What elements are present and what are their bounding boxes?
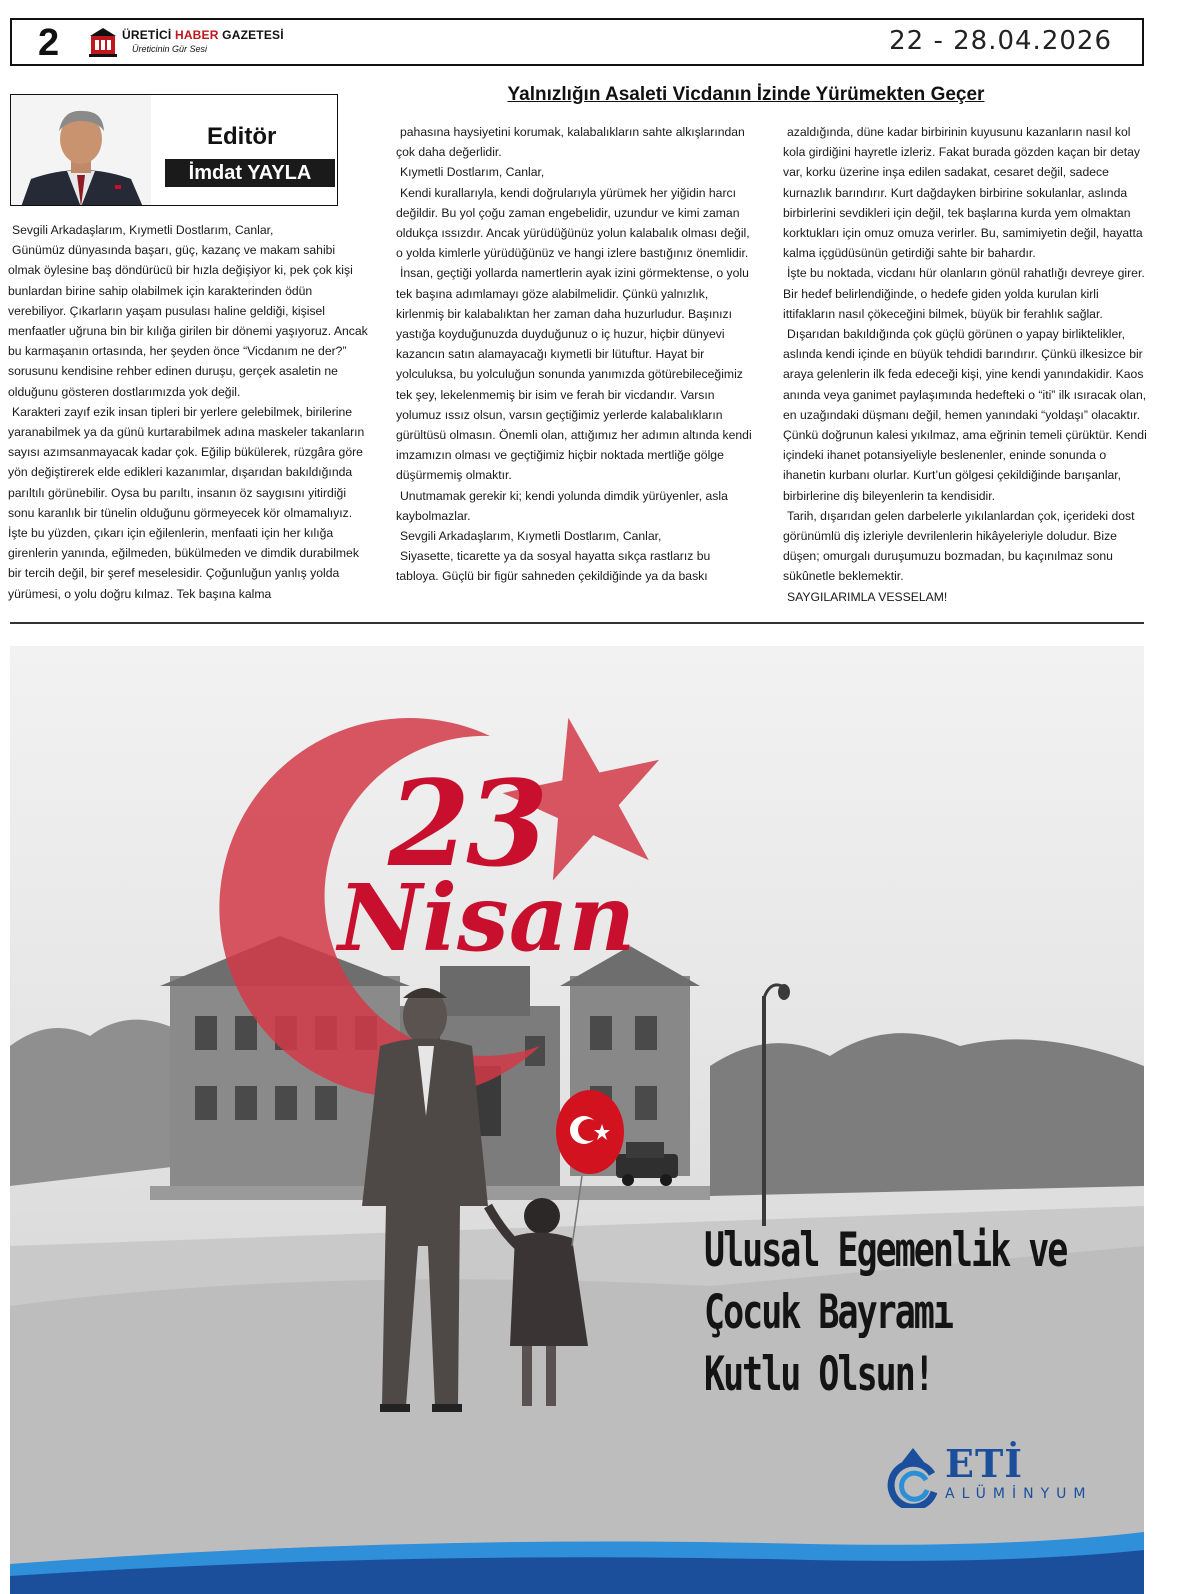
ad-message-line-2: Çocuk Bayramı (704, 1286, 952, 1340)
newspaper-logo-icon (88, 26, 118, 58)
article-column-3 (783, 122, 1148, 607)
article-paragraph: İnsan, geçtiği yollarda namertlerin ayak izini görmektense, o yolu tek başına adımlamayı göze alabilmelidir. Çünkü yalnızlık, kirlenmiş bir kalabalıktan her zaman daha huzurludur. Başınızı yastığa koyduğunuzda duyduğunuz o iç huzur, hiçbir dünyevi kazancın satın alamayacağı kıymetli bir lütuftur. Hayat bir yolculuksa, bu yolculuğun sonunda yanımızda götürebileceğimiz tek şey, lekelenmemiş bir isim ve ferah bir vicdandır. Varsın yolumuz ıssız olsun, varsın geçtiğimiz yerlerde kalabalıkların gürültüsü olmasın. Önemli olan, attığımız her adımın altında kendi imzamızın olması ve geçtiğimiz hiçbir noktada mertliğe gölge düşürmemiş olmaktır. (396, 266, 752, 483)
article-paragraph: Sevgili Arkadaşlarım, Kıymetli Dostlarım, Canlar, (400, 529, 662, 544)
article-paragraph: Sevgili Arkadaşlarım, Kıymetli Dostlarım, Canlar, (12, 223, 274, 237)
paper-name-part2: HABER (174, 28, 219, 42)
ad-message-line-3: Kutlu Olsun! (704, 1348, 933, 1402)
trees-left (10, 1020, 180, 1186)
article-paragraph: Siyasette, ticarette ya da sosyal hayatta sıkça rastlarız bu tabloya. Güçlü bir figür sahneden çekildiğinde ya da baskı (396, 549, 711, 584)
holiday-advertisement (10, 646, 1144, 1594)
author-role: Editör (207, 123, 277, 150)
article-paragraph: Günümüz dünyasında başarı, güç, kazanç ve makam sahibi olmak öylesine baş döndürücü bir hızla değişiyor ki, pek çok kişi bunlardan birine sahip olabilmek için karakterinden ödün verebiliyor. Çıkarların yaşam pusulası haline geldiği, kişisel menfaatler uğruna bin bir kılığa girilen bir dönemi yaşıyoruz. Ancak bu karmaşanın ortasında, her şeyden önce “Vicdanım ne der?” sorusunu kendisine rehber edinen duruşu, gerçek asaletin ne olduğunu gösteren dostlarımızda yok değil. (8, 243, 368, 399)
ad-month: Nisan (338, 864, 636, 972)
section-divider (10, 622, 1144, 624)
newspaper-slogan: Üreticinin Gür Sesi (132, 44, 208, 54)
author-name: İmdat YAYLA (165, 159, 335, 187)
article-column-1 (8, 220, 368, 604)
article-paragraph: Dışarıdan bakıldığında çok güçlü görünen o yapay birliktelikler, aslında kendi içinde en büyük tehdidi barındırır. Çünkü ilkesizce bir araya gelenlerin ilk feda edeceği kişi, yine kendi yanındakidir. Kaos anında veya ganimet paylaşımında hedefteki o “iti” ilk ısıracak olan, en uzağındaki düşmanı değil, hemen yanındaki “yoldaşı” olacaktır. Çünkü doğrunun kalesi yıkılmaz, ama eğrinin temeli çürüktür. Kendi içindeki ihanet potansiyeliyle beslenenler, eninde sonunda o ihanetin kurbanı olurlar. Kurt’un gölgesi çekildiğinde barışanlar, birbirlerine diş bileyenlerin ta kendisidir. (783, 327, 1147, 503)
article-signoff: SAYGILARIMLA VESSELAM! (787, 589, 948, 604)
paper-name-part3: GAZETESİ (222, 28, 284, 42)
author-box (10, 94, 338, 206)
article-paragraph: azaldığında, düne kadar birbirinin kuyusunu kazanların nasıl kol kola girdiğini hayretle izleriz. Fakat burada gözden kaçan bir detay var, korku üzerine inşa edilen sadakat, cesaret değil, sadece kurnazlık barındırır. Kurt dağdayken birbirine sokulanlar, aslında birbirlerini sevdikleri için değil, tek başlarına kurda yem olmaktan korktukları için omuz omuza verirler. Bu, samimiyetin değil, hayatta kalma içgüdüsünün getirdiği sahte bir bahardır. (783, 125, 1143, 261)
article-paragraph: Kendi kurallarıyla, kendi doğrularıyla yürümek her yiğidin harcı değildir. Bu yol çoğu zaman engebelidir, uzundur ve kimi zaman oldukça ıssızdır. Ancak yürüdüğünüz yolun kalabalık olması değil, o yolda kimlerle yürüdüğünüz ve hangi izlere bastığınız önemlidir. (396, 185, 750, 261)
sponsor-logo-icon (882, 1446, 944, 1508)
paper-name-part1: ÜRETİCİ (122, 28, 172, 42)
article-headline: Yalnızlığın Asaleti Vicdanın İzinde Yürümekten Geçer (507, 84, 985, 105)
article-paragraph: Unutmamak gerekir ki; kendi yolunda dimdik yürüyenler, asla kaybolmazlar. (396, 488, 728, 523)
ad-bottom-wave (10, 1514, 1144, 1594)
sponsor-name: ETİ (945, 1441, 1024, 1486)
article-paragraph: Karakteri zayıf ezik insan tipleri bir yerlere gelebilmek, birilerine yaranabilmek ya da günü kurtarabilmek adına maskeler takanların sayısı azımsanmayacak kadar çok. Eğilip bükülerek, rüzgâra göre yön değiştirerek elde edikleri kazanımlar, dışarıdan bakıldığında parıltılı görünebilir. Oysa bu parıltı, insanın öz saygısını yitirdiği sonu karanlık bir tünelin olduğunu görmeyecek kör olmamalıyız. İşte bu yüzden, çıkarı için eğilenlerin, menfaati için her kılığa girenlerin yanında, eğilmeden, bükülmeden ve dimdik durabilmek bir tercih değil, bir şeref meselesidir. Çoğunluğun yanlış yolda yürümesi, o yolu doğru kılmaz. Tek başına kalma (8, 404, 365, 601)
article-paragraph: Tarih, dışarıdan gelen darbelerle yıkılanlardan çok, içerideki dost görünümlü diş izleriyle devrilenlerin hikâyeleriyle doludur. Bize düşen; omurgalı duruşumuzu bozmadan, bu kaçınılmaz sonu sükûnetle beklemektir. (783, 508, 1135, 584)
article-paragraph: Kıymetli Dostlarım, Canlar, (400, 165, 545, 180)
trees-right (710, 1033, 1144, 1196)
article-paragraph: İşte bu noktada, vicdanı hür olanların gönül rahatlığı devreye girer. Bir hedef belirlendiğinde, o hedefe giden yolda kurulan kirli ittifakların nasıl çökeceğini bilmek, büyük bir ferahlık sağlar. (783, 266, 1145, 321)
newspaper-name (122, 28, 284, 42)
issue-date: 22 - 28.04.2026 (889, 26, 1112, 56)
sponsor-subtitle: ALÜMİNYUM (945, 1486, 1093, 1502)
article-paragraph: pahasına haysiyetini korumak, kalabalıkların sahte alkışlarından çok daha değerlidir. (396, 125, 745, 160)
ad-day: 23 (388, 754, 545, 893)
page-header (10, 18, 1144, 66)
page-number: 2 (38, 22, 60, 64)
article-column-2 (396, 122, 756, 587)
author-photo (11, 95, 151, 206)
ad-message-line-1: Ulusal Egemenlik ve (704, 1224, 1067, 1278)
